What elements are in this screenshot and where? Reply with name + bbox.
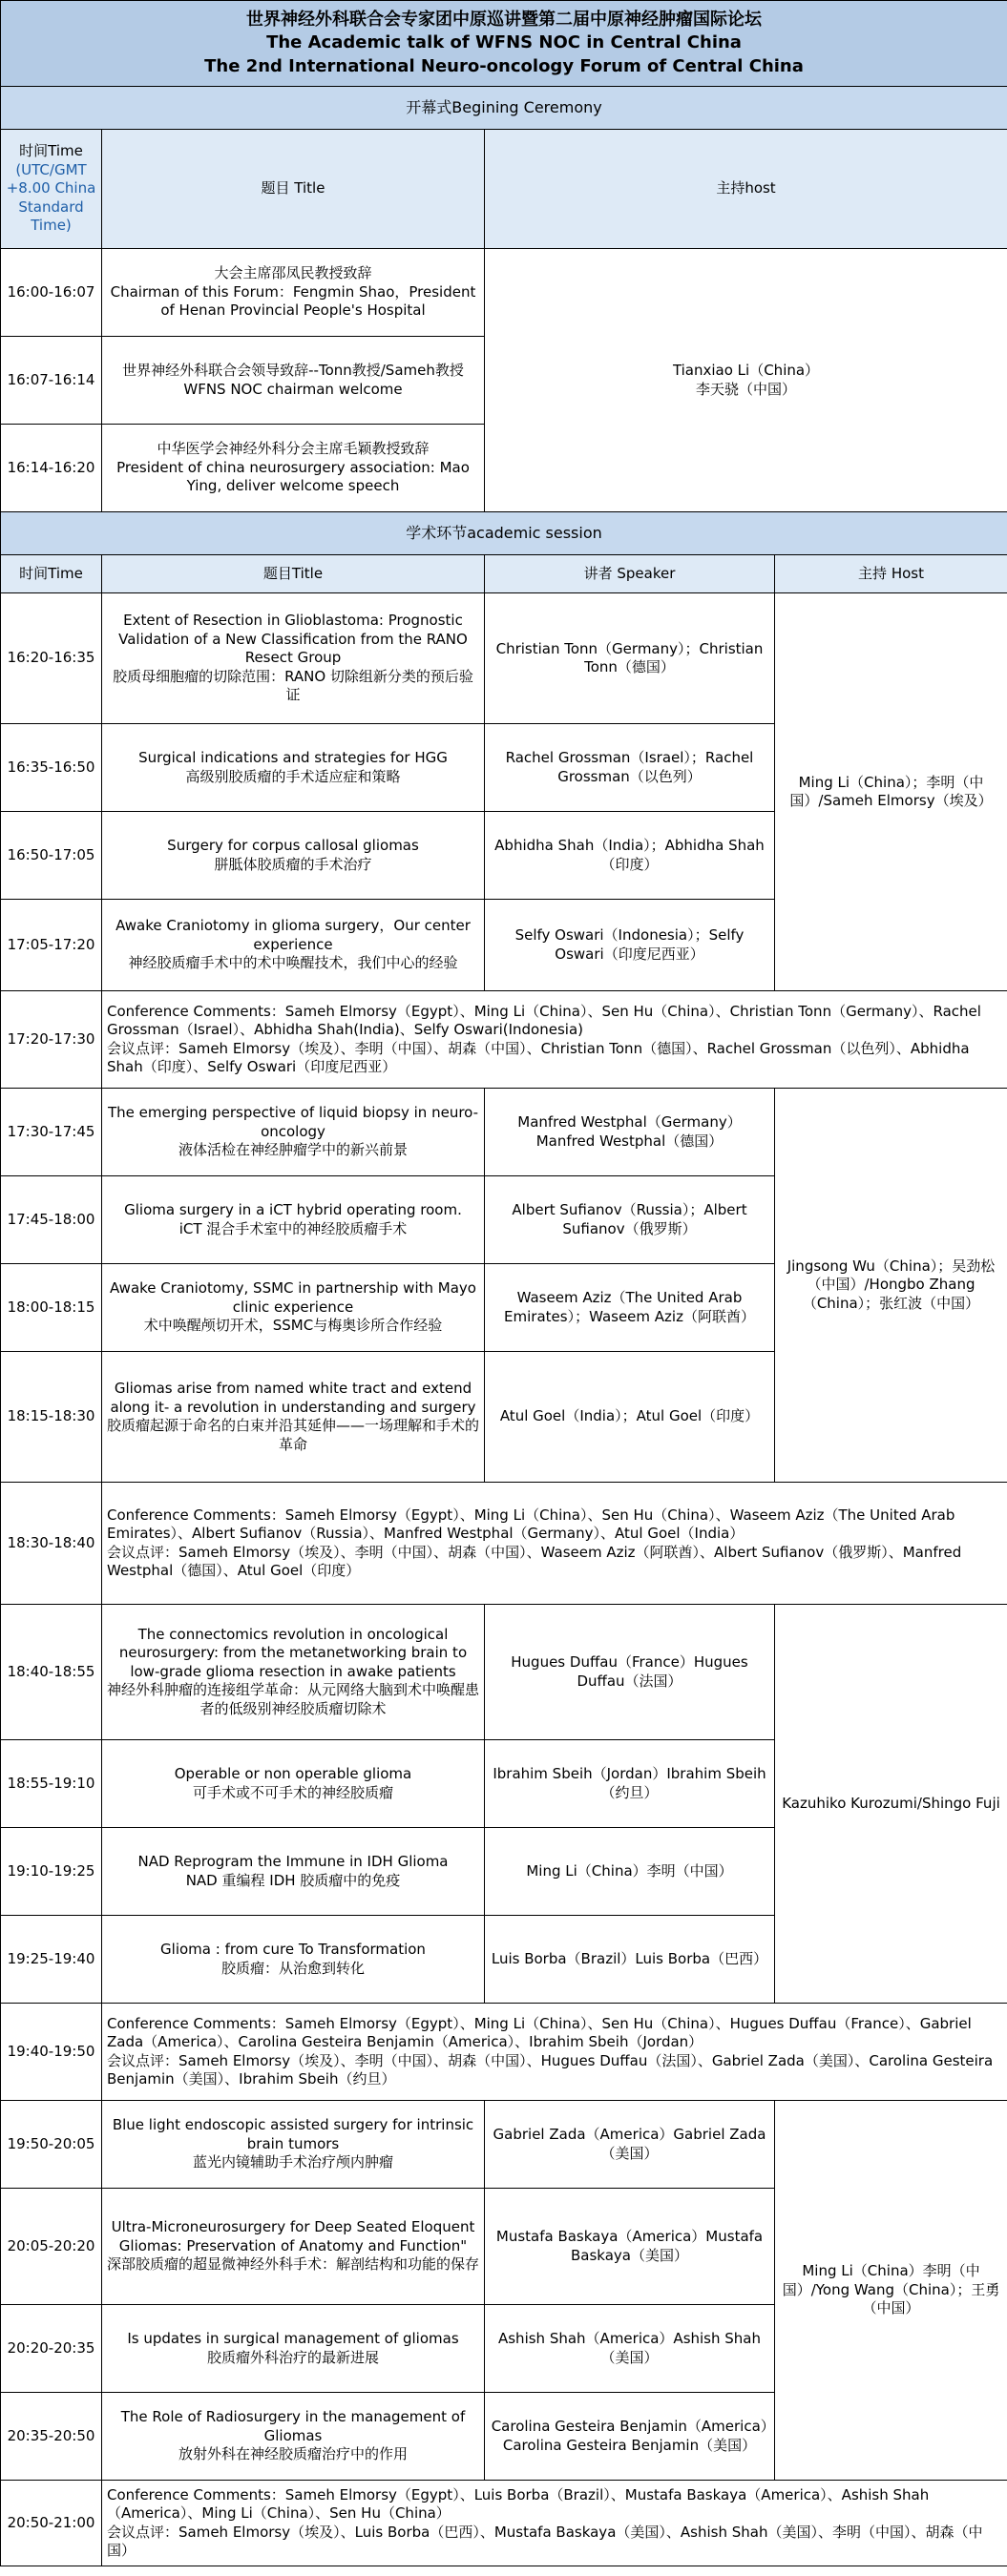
talk-title (102, 1264, 485, 1352)
talk-title (102, 2305, 485, 2393)
talk-title-cn: 可手术或不可手术的神经胶质瘤 (192, 1783, 393, 1801)
talk-time: 19:25-19:40 (1, 1916, 102, 2004)
talk-speaker: Manfred Westphal（Germany）Manfred Westphal（德国） (485, 1089, 775, 1176)
talk-speaker: Abhidha Shah（India）；Abhidha Shah（印度） (485, 812, 775, 900)
talk-title-cn: iCT 混合手术室中的神经胶质瘤手术 (178, 1219, 408, 1237)
talk-title-en: Gliomas arise from named white tract and extend along it- a revolution in understanding and surgery (110, 1380, 476, 1416)
host-en: Tianxiao Li（China） (672, 362, 820, 379)
opening-row (1, 249, 1007, 337)
talk-title-en: The emerging perspective of liquid biopsy in neuro-oncology (107, 1104, 479, 1140)
talk-time: 17:45-18:00 (1, 1176, 102, 1264)
talk-speaker: Carolina Gesteira Benjamin（America）Carolina Gesteira Benjamin（美国） (485, 2393, 775, 2481)
talk-title-cn: 胶质瘤：从治愈到转化 (220, 1959, 365, 1977)
talk-time: 19:10-19:25 (1, 1828, 102, 1916)
talk-title-en: Awake Craniotomy in glioma surgery，Our center experience (115, 917, 471, 953)
session-title (102, 249, 485, 337)
talk-title (102, 1089, 485, 1176)
talk-title (102, 900, 485, 991)
comments-en: Conference Comments：Sameh Elmorsy（Egypt）、Ming Li（China）、Sen Hu（China）、Waseem Aziz（The United Arab Emirates）、Albert Sufianov（Russia）、Manfred Westphal（Germany）、Atul Goel（India） (107, 1506, 955, 1542)
conference-comments (102, 991, 1007, 1089)
talk-time: 20:05-20:20 (1, 2189, 102, 2305)
talk-speaker: Hugues Duffau（France）Hugues Duffau（法国） (485, 1605, 775, 1740)
comment-row (1, 2004, 1007, 2101)
forum-title-en-2: The 2nd International Neuro-oncology Forum of Central China (204, 55, 804, 76)
talk-time: 19:50-20:05 (1, 2101, 102, 2189)
talk-title (102, 724, 485, 812)
session-time: 16:00-16:07 (1, 249, 102, 337)
talk-row (1, 593, 1007, 724)
talk-time: 20:35-20:50 (1, 2393, 102, 2481)
comment-time: 18:30-18:40 (1, 1483, 102, 1605)
talk-speaker: Albert Sufianov（Russia）；Albert Sufianov（俄罗斯） (485, 1176, 775, 1264)
comments-en: Conference Comments：Sameh Elmorsy（Egypt）、Ming Li（China）、Sen Hu（China）、Hugues Duffau（France）、Gabriel Zada（America）、Carolina Gesteira Benjamin（America）、Ibrahim Sbeih（Jordan） (107, 2014, 972, 2050)
talk-title (102, 2101, 485, 2189)
talk-time: 18:55-19:10 (1, 1740, 102, 1828)
talk-title-cn: 蓝光内镜辅助手术治疗颅内肿瘤 (192, 2153, 393, 2171)
title-cn: 世界神经外科联合会领导致辞--Tonn教授/Sameh教授 (122, 362, 464, 379)
session-time: 16:14-16:20 (1, 425, 102, 512)
talk-time: 16:50-17:05 (1, 812, 102, 900)
opening-header-title: 题目 Title (102, 130, 485, 249)
talk-title (102, 1916, 485, 2004)
title-cn: 大会主席邵凤民教授致辞 (214, 264, 372, 282)
talk-title-en: Operable or non operable glioma (174, 1765, 412, 1782)
talk-time: 18:15-18:30 (1, 1352, 102, 1483)
talk-title-en: Extent of Resection in Glioblastoma: Prognostic Validation of a New Classification from the RANO Resect Group (118, 612, 468, 667)
talk-speaker: Rachel Grossman（Israel）；Rachel Grossman（以色列） (485, 724, 775, 812)
session-host: Ming Li（China）；李明（中国）/Sameh Elmorsy（埃及） (775, 593, 1007, 991)
academic-section-label: 学术环节academic session (1, 512, 1007, 555)
talk-title-en: The connectomics revolution in oncological neurosurgery: from the metanetworking brain to low-grade glioma resection in awake patients (118, 1625, 468, 1680)
talk-title (102, 1605, 485, 1740)
comments-cn: 会议点评：Sameh Elmorsy（埃及）、Luis Borba（巴西）、Mustafa Baskaya（美国）、Ashish Shah（美国）、李明（中国）、胡森（中国） (107, 2523, 983, 2559)
talk-speaker: Luis Borba（Brazil）Luis Borba（巴西） (485, 1916, 775, 2004)
talk-speaker: Gabriel Zada（America）Gabriel Zada（美国） (485, 2101, 775, 2189)
comment-time: 19:40-19:50 (1, 2004, 102, 2101)
talk-title-cn: 深部胶质瘤的超显微神经外科手术：解剖结构和功能的保存 (107, 2255, 480, 2274)
timezone-note: (UTC/GMT +8.00 China Standard Time) (6, 160, 96, 235)
talk-title-cn: 胶质瘤起源于命名的白束并沿其延伸——一场理解和手术的革命 (107, 1417, 480, 1453)
talk-title-en: Surgical indications and strategies for HGG (138, 749, 448, 766)
conference-comments (102, 1483, 1007, 1605)
talk-time: 16:20-16:35 (1, 593, 102, 724)
talk-title-en: Glioma : from cure To Transformation (160, 1941, 426, 1958)
talk-row (1, 1605, 1007, 1740)
talk-time: 18:40-18:55 (1, 1605, 102, 1740)
talk-speaker: Ming Li（China）李明（中国） (485, 1828, 775, 1916)
forum-title-en-1: The Academic talk of WFNS NOC in Central China (266, 32, 742, 53)
talk-title (102, 1176, 485, 1264)
talk-title-en: The Role of Radiosurgery in the management of Gliomas (120, 2408, 466, 2444)
talk-speaker: Mustafa Baskaya（America）Mustafa Baskaya（美国） (485, 2189, 775, 2305)
title-en: President of china neurosurgery association: Mao Ying, deliver welcome speech (116, 458, 470, 495)
talk-title-cn: 液体活检在神经肿瘤学中的新兴前景 (178, 1141, 408, 1159)
conference-comments (102, 2481, 1007, 2566)
comment-time: 17:20-17:30 (1, 991, 102, 1089)
academic-header-title: 题目Title (102, 555, 485, 593)
opening-section-label: 开幕式Begining Ceremony (1, 87, 1007, 130)
talk-title-en: Ultra-Microneurosurgery for Deep Seated Eloquent Gliomas: Preservation of Anatomy and Function" (111, 2218, 475, 2254)
session-host: Jingsong Wu（China）；吴劲松（中国）/Hongbo Zhang（China）；张红波（中国） (775, 1089, 1007, 1483)
talk-time: 17:05-17:20 (1, 900, 102, 991)
talk-title (102, 1828, 485, 1916)
talk-title (102, 1740, 485, 1828)
talk-time: 17:30-17:45 (1, 1089, 102, 1176)
talk-speaker: Ibrahim Sbeih（Jordan）Ibrahim Sbeih（约旦） (485, 1740, 775, 1828)
talk-time: 16:35-16:50 (1, 724, 102, 812)
talk-speaker: Waseem Aziz（The United Arab Emirates）；Waseem Aziz（阿联酋） (485, 1264, 775, 1352)
talk-title-en: NAD Reprogram the Immune in IDH Glioma (137, 1853, 449, 1870)
title-en: WFNS NOC chairman welcome (183, 380, 403, 398)
talk-title-en: Glioma surgery in a iCT hybrid operating room. (124, 1201, 462, 1218)
host-cn: 李天骁（中国） (696, 380, 797, 398)
talk-title-cn: NAD 重编程 IDH 胶质瘤中的免疫 (185, 1871, 401, 1889)
talk-speaker: Atul Goel（India）；Atul Goel（印度） (485, 1352, 775, 1483)
academic-header-time: 时间Time (1, 555, 102, 593)
comments-en: Conference Comments：Sameh Elmorsy（Egypt）、Ming Li（China）、Sen Hu（China）、Christian Tonn（Germany）、Rachel Grossman（Israel）、Abhidha Shah(India)、Selfy Oswari(Indonesia) (107, 1002, 981, 1038)
talk-time: 18:00-18:15 (1, 1264, 102, 1352)
academic-header-speaker: 讲者 Speaker (485, 555, 775, 593)
talk-time: 20:20-20:35 (1, 2305, 102, 2393)
talk-title (102, 2393, 485, 2481)
title-en: Chairman of this Forum：Fengmin Shao，President of Henan Provincial People's Hospital (110, 282, 476, 320)
talk-speaker: Ashish Shah（America）Ashish Shah（美国） (485, 2305, 775, 2393)
comments-en: Conference Comments：Sameh Elmorsy（Egypt）、Luis Borba（Brazil）、Mustafa Baskaya（America）、Ashish Shah（America）、Ming Li（China）、Sen Hu（China） (107, 2485, 930, 2522)
comment-row (1, 991, 1007, 1089)
academic-header-host: 主持 Host (775, 555, 1007, 593)
session-title (102, 337, 485, 425)
talk-title-cn: 胶质瘤外科治疗的最新进展 (206, 2348, 379, 2366)
forum-title (1, 1, 1007, 87)
comments-cn: 会议点评：Sameh Elmorsy（埃及）、李明（中国）、胡森（中国）、Christian Tonn（德国）、Rachel Grossman（以色列）、Abhidha Shah（印度）、Selfy Oswari（印度尼西亚） (107, 1039, 970, 1075)
talk-title-en: Is updates in surgical management of gliomas (127, 2330, 459, 2347)
session-title (102, 425, 485, 512)
forum-title-cn: 世界神经外科联合会专家团中原巡讲暨第二届中原神经肿瘤国际论坛 (246, 10, 762, 31)
comment-row (1, 2481, 1007, 2566)
talk-title (102, 812, 485, 900)
talk-title-en: Awake Craniotomy, SSMC in partnership with Mayo clinic experience (110, 1279, 476, 1316)
talk-row (1, 2101, 1007, 2189)
talk-title-en: Blue light endoscopic assisted surgery for intrinsic brain tumors (112, 2116, 474, 2152)
comment-row (1, 1483, 1007, 1605)
opening-header-time: 时间Time (UTC/GMT +8.00 China Standard Time) (1, 130, 102, 249)
talk-title (102, 2189, 485, 2305)
talk-row (1, 1089, 1007, 1176)
talk-title-cn: 神经外科肿瘤的连接组学革命：从元网络大脑到术中唤醒患者的低级别神经胶质瘤切除术 (107, 1681, 480, 1717)
talk-speaker: Christian Tonn（Germany）；Christian Tonn（德国） (485, 593, 775, 724)
comment-time: 20:50-21:00 (1, 2481, 102, 2566)
opening-host (485, 249, 1007, 512)
talk-title-cn: 胼胝体胶质瘤的手术治疗 (214, 855, 372, 873)
talk-title-cn: 神经胶质瘤手术中的术中唤醒技术，我们中心的经验 (128, 954, 458, 972)
comments-cn: 会议点评：Sameh Elmorsy（埃及）、李明（中国）、胡森（中国）、Waseem Aziz（阿联酋）、Albert Sufianov（俄罗斯）、Manfred Westphal（德国）、Atul Goel（印度） (107, 1543, 962, 1579)
title-cn: 中华医学会神经外科分会主席毛颖教授致辞 (157, 440, 430, 458)
talk-speaker: Selfy Oswari（Indonesia）；Selfy Oswari（印度尼西亚） (485, 900, 775, 991)
session-host: Ming Li（China）李明（中国）/Yong Wang（China）；王勇（中国） (775, 2101, 1007, 2481)
session-host: Kazuhiko Kurozumi/Shingo Fuji (775, 1605, 1007, 2004)
talk-title (102, 593, 485, 724)
talk-title-en: Surgery for corpus callosal gliomas (167, 837, 419, 854)
talk-title (102, 1352, 485, 1483)
conference-comments (102, 2004, 1007, 2101)
talk-title-cn: 胶质母细胞瘤的切除范围：RANO 切除组新分类的预后验证 (113, 667, 473, 704)
opening-header-host: 主持host (485, 130, 1007, 249)
talk-title-cn: 术中唤醒颅切开术，SSMC与梅奥诊所合作经验 (143, 1317, 443, 1335)
talk-title-cn: 高级别胶质瘤的手术适应症和策略 (185, 767, 401, 785)
session-time: 16:07-16:14 (1, 337, 102, 425)
talk-title-cn: 放射外科在神经胶质瘤治疗中的作用 (178, 2445, 408, 2463)
comments-cn: 会议点评：Sameh Elmorsy（埃及）、李明（中国）、胡森（中国）、Hugues Duffau（法国）、Gabriel Zada（美国）、Carolina Gesteira Benjamin（美国）、Ibrahim Sbeih（约旦） (107, 2051, 994, 2088)
